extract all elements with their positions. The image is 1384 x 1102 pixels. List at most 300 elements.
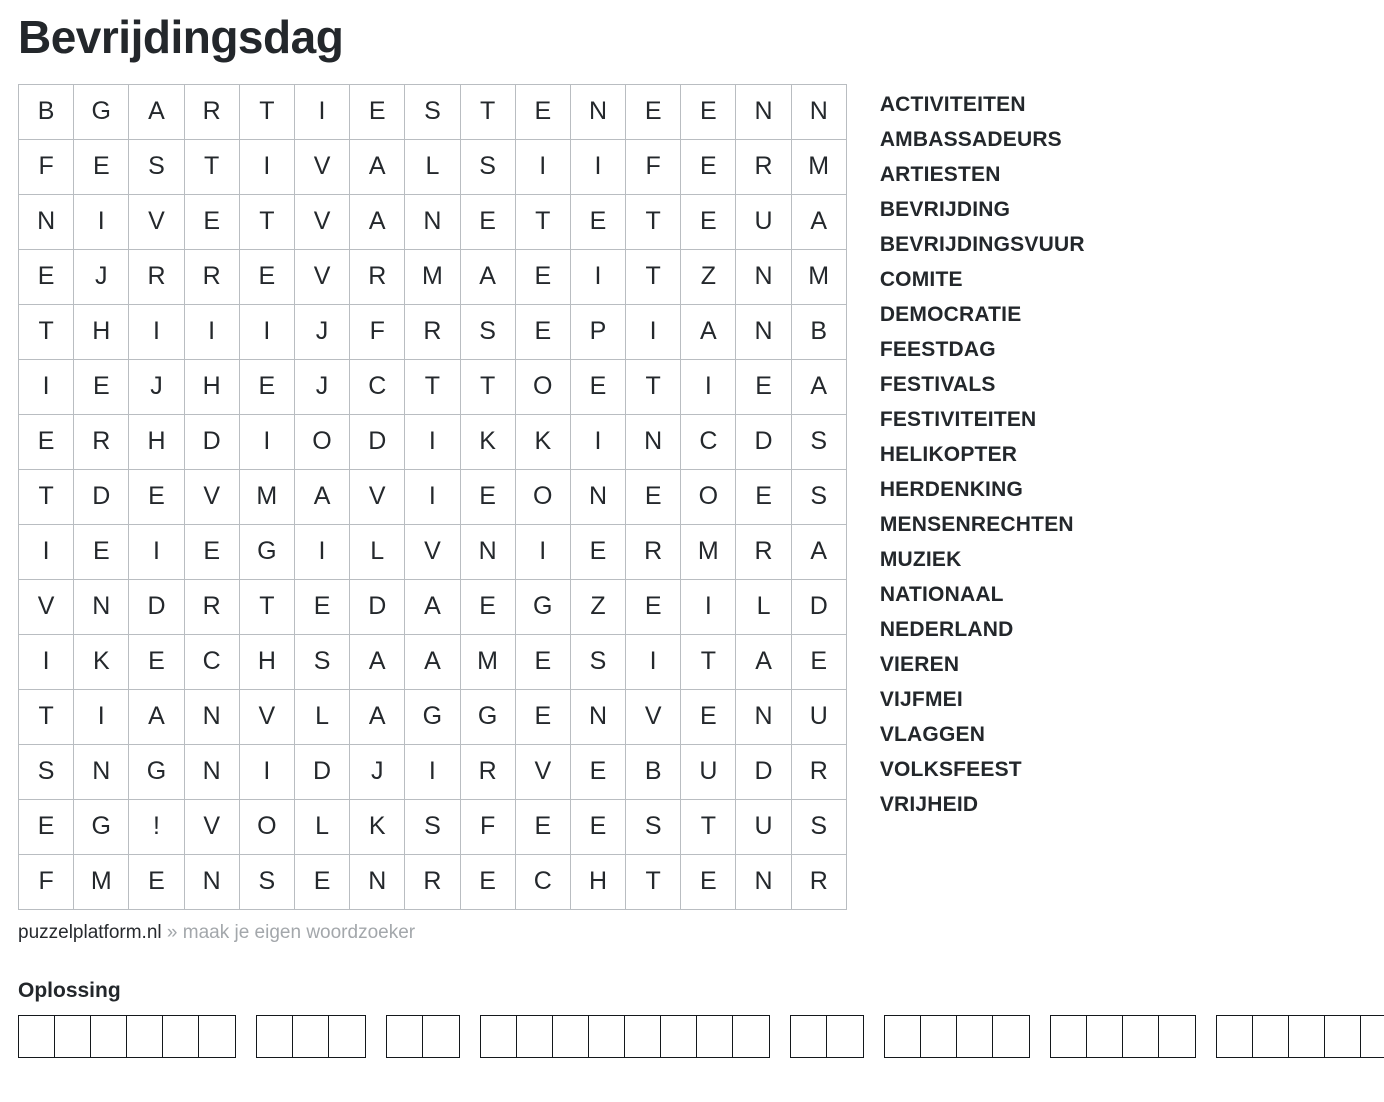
grid-cell[interactable]: S — [791, 799, 846, 854]
grid-cell[interactable]: E — [184, 524, 239, 579]
grid-cell[interactable]: E — [129, 854, 184, 909]
grid-cell[interactable]: H — [184, 359, 239, 414]
grid-cell[interactable]: N — [74, 744, 129, 799]
solution-letter-box[interactable] — [921, 1016, 957, 1057]
grid-cell[interactable]: I — [129, 524, 184, 579]
grid-cell[interactable]: L — [294, 689, 349, 744]
grid-cell[interactable]: N — [350, 854, 405, 909]
grid-cell[interactable]: E — [570, 524, 625, 579]
grid-cell[interactable]: R — [184, 579, 239, 634]
page-title: Bevrijdingsdag — [18, 11, 344, 63]
grid-cell[interactable]: H — [129, 414, 184, 469]
grid-cell[interactable]: O — [239, 799, 294, 854]
grid-cell[interactable]: E — [184, 194, 239, 249]
grid-cell[interactable]: A — [736, 634, 791, 689]
grid-cell[interactable]: D — [129, 579, 184, 634]
grid-cell[interactable]: M — [681, 524, 736, 579]
grid-cell[interactable]: N — [791, 84, 846, 139]
grid-cell[interactable]: C — [350, 359, 405, 414]
grid-cell[interactable]: I — [129, 304, 184, 359]
grid-cell[interactable]: V — [626, 689, 681, 744]
grid-cell[interactable]: J — [350, 744, 405, 799]
grid-cell[interactable]: U — [736, 799, 791, 854]
grid-cell[interactable]: I — [74, 689, 129, 744]
grid-cell[interactable]: D — [350, 579, 405, 634]
grid-cell[interactable]: V — [294, 194, 349, 249]
grid-cell[interactable]: S — [294, 634, 349, 689]
grid-cell[interactable]: N — [626, 414, 681, 469]
grid-cell[interactable]: I — [570, 249, 625, 304]
grid-cell[interactable]: A — [791, 359, 846, 414]
solution-letter-box[interactable] — [517, 1016, 553, 1057]
solution-letter-box[interactable] — [1087, 1016, 1123, 1057]
grid-cell[interactable]: F — [626, 139, 681, 194]
grid-cell[interactable]: N — [74, 579, 129, 634]
grid-cell[interactable]: T — [19, 304, 74, 359]
solution-letter-box[interactable] — [827, 1016, 863, 1057]
grid-cell[interactable]: I — [515, 524, 570, 579]
solution-letter-box[interactable] — [1123, 1016, 1159, 1057]
grid-cell[interactable]: E — [626, 84, 681, 139]
solution-letter-box[interactable] — [1325, 1016, 1361, 1057]
solution-letter-box[interactable] — [55, 1016, 91, 1057]
grid-cell[interactable]: I — [626, 634, 681, 689]
grid-cell[interactable]: J — [294, 304, 349, 359]
grid-cell[interactable]: E — [19, 414, 74, 469]
solution-letter-box[interactable] — [1051, 1016, 1087, 1057]
grid-cell[interactable]: I — [515, 139, 570, 194]
grid-cell[interactable]: S — [791, 469, 846, 524]
grid-cell[interactable]: E — [239, 249, 294, 304]
grid-cell[interactable]: T — [405, 359, 460, 414]
grid-cell[interactable]: I — [239, 414, 294, 469]
grid-cell[interactable]: C — [681, 414, 736, 469]
grid-cell[interactable]: G — [515, 579, 570, 634]
grid-cell[interactable]: D — [736, 414, 791, 469]
grid-cell[interactable]: L — [350, 524, 405, 579]
grid-cell[interactable]: N — [184, 744, 239, 799]
grid-cell[interactable]: T — [626, 854, 681, 909]
grid-cell[interactable]: D — [791, 579, 846, 634]
grid-cell[interactable]: A — [791, 194, 846, 249]
grid-cell[interactable]: S — [460, 139, 515, 194]
grid-cell[interactable]: C — [515, 854, 570, 909]
grid-cell[interactable]: T — [239, 194, 294, 249]
grid-cell[interactable]: E — [74, 524, 129, 579]
grid-cell[interactable]: S — [791, 414, 846, 469]
grid-cell[interactable]: T — [681, 799, 736, 854]
grid-cell[interactable]: E — [460, 854, 515, 909]
word-list-item[interactable]: FESTIVALS — [879, 372, 996, 396]
grid-cell[interactable]: D — [294, 744, 349, 799]
grid-cell[interactable]: R — [184, 249, 239, 304]
grid-cell[interactable]: S — [405, 84, 460, 139]
word-list-item[interactable]: MUZIEK — [879, 547, 962, 571]
word-list-item[interactable]: DEMOCRATIE — [879, 302, 1022, 326]
grid-cell[interactable]: R — [74, 414, 129, 469]
word-list-item[interactable]: BEVRIJDING — [879, 197, 1011, 221]
grid-cell[interactable]: N — [19, 194, 74, 249]
grid-cell[interactable]: N — [184, 689, 239, 744]
solution-word-group — [790, 1015, 864, 1058]
grid-cell[interactable]: T — [460, 84, 515, 139]
grid-cell[interactable]: Z — [570, 579, 625, 634]
grid-cell[interactable]: E — [681, 194, 736, 249]
solution-letter-box[interactable] — [1217, 1016, 1253, 1057]
solution-letter-box[interactable] — [625, 1016, 661, 1057]
grid-cell[interactable]: L — [294, 799, 349, 854]
grid-cell[interactable]: A — [405, 634, 460, 689]
grid-cell[interactable]: H — [570, 854, 625, 909]
grid-cell[interactable]: A — [129, 84, 184, 139]
grid-cell[interactable]: E — [570, 744, 625, 799]
grid-row — [19, 579, 847, 634]
grid-cell[interactable]: N — [736, 304, 791, 359]
grid-cell[interactable]: H — [74, 304, 129, 359]
grid-cell[interactable]: K — [460, 414, 515, 469]
grid-cell[interactable]: S — [19, 744, 74, 799]
grid-cell[interactable]: E — [515, 304, 570, 359]
word-list-item[interactable]: VOLKSFEEST — [879, 757, 1022, 781]
grid-cell[interactable]: T — [19, 689, 74, 744]
grid-cell[interactable]: E — [515, 249, 570, 304]
grid-cell[interactable]: E — [570, 799, 625, 854]
grid-cell[interactable]: E — [736, 359, 791, 414]
grid-cell[interactable]: A — [791, 524, 846, 579]
grid-cell[interactable]: E — [681, 139, 736, 194]
solution-letter-box[interactable] — [993, 1016, 1029, 1057]
grid-cell[interactable]: I — [19, 359, 74, 414]
solution-letter-box[interactable] — [257, 1016, 293, 1057]
solution-letter-box[interactable] — [293, 1016, 329, 1057]
grid-cell[interactable]: ! — [129, 799, 184, 854]
grid-cell[interactable]: I — [626, 304, 681, 359]
word-list-item[interactable]: FEESTDAG — [879, 337, 996, 361]
word-search-grid-wrapper — [18, 84, 847, 910]
grid-row — [19, 854, 847, 909]
grid-cell[interactable]: I — [405, 469, 460, 524]
grid-cell[interactable]: E — [681, 689, 736, 744]
grid-cell[interactable]: G — [74, 84, 129, 139]
grid-cell[interactable]: E — [350, 84, 405, 139]
word-list-item[interactable]: FESTIVITEITEN — [879, 407, 1037, 431]
grid-cell[interactable]: I — [681, 579, 736, 634]
grid-cell[interactable]: Z — [681, 249, 736, 304]
grid-cell[interactable]: E — [791, 634, 846, 689]
solution-letter-box[interactable] — [329, 1016, 365, 1057]
grid-cell[interactable]: E — [515, 799, 570, 854]
grid-cell[interactable]: E — [294, 579, 349, 634]
word-list-item[interactable]: VIEREN — [879, 652, 960, 676]
word-list-item[interactable]: HERDENKING — [879, 477, 1023, 501]
word-list-item[interactable]: ARTIESTEN — [879, 162, 1001, 186]
grid-cell[interactable]: O — [681, 469, 736, 524]
grid-cell[interactable]: O — [515, 359, 570, 414]
grid-cell[interactable]: R — [626, 524, 681, 579]
grid-cell[interactable]: S — [626, 799, 681, 854]
grid-cell[interactable]: V — [405, 524, 460, 579]
grid-cell[interactable]: E — [570, 359, 625, 414]
grid-cell[interactable]: M — [74, 854, 129, 909]
grid-cell[interactable]: N — [460, 524, 515, 579]
grid-cell[interactable]: E — [19, 249, 74, 304]
solution-letter-box[interactable] — [387, 1016, 423, 1057]
grid-cell[interactable]: R — [405, 304, 460, 359]
grid-cell[interactable]: E — [129, 469, 184, 524]
grid-cell[interactable]: G — [405, 689, 460, 744]
credit-tagline-link[interactable]: » maak je eigen woordzoeker — [166, 921, 416, 943]
grid-cell[interactable]: T — [239, 579, 294, 634]
word-list-item[interactable]: ACTIVITEITEN — [879, 92, 1026, 116]
grid-cell[interactable]: T — [626, 249, 681, 304]
solution-letter-box[interactable] — [1361, 1016, 1384, 1057]
grid-cell[interactable]: F — [19, 854, 74, 909]
grid-cell[interactable]: J — [74, 249, 129, 304]
grid-cell[interactable]: I — [294, 84, 349, 139]
grid-cell[interactable]: I — [570, 139, 625, 194]
grid-cell[interactable]: C — [184, 634, 239, 689]
grid-cell[interactable]: S — [405, 799, 460, 854]
grid-row — [19, 634, 847, 689]
grid-cell[interactable]: V — [129, 194, 184, 249]
grid-cell[interactable]: U — [681, 744, 736, 799]
grid-cell[interactable]: M — [405, 249, 460, 304]
grid-cell[interactable]: B — [791, 304, 846, 359]
grid-cell[interactable]: A — [129, 689, 184, 744]
grid-cell[interactable]: I — [19, 634, 74, 689]
grid-cell[interactable]: A — [405, 579, 460, 634]
grid-cell[interactable]: M — [791, 139, 846, 194]
grid-row — [19, 744, 847, 799]
grid-cell[interactable]: F — [19, 139, 74, 194]
grid-cell[interactable]: R — [129, 249, 184, 304]
grid-row — [19, 249, 847, 304]
grid-cell[interactable]: E — [626, 469, 681, 524]
grid-cell[interactable]: N — [184, 854, 239, 909]
word-list-item[interactable]: VLAGGEN — [879, 722, 986, 746]
grid-cell[interactable]: E — [460, 194, 515, 249]
grid-cell[interactable]: G — [239, 524, 294, 579]
grid-cell[interactable]: T — [515, 194, 570, 249]
solution-letter-box[interactable] — [1159, 1016, 1195, 1057]
grid-cell[interactable]: O — [294, 414, 349, 469]
grid-cell[interactable]: E — [515, 634, 570, 689]
grid-cell[interactable]: M — [239, 469, 294, 524]
grid-cell[interactable]: P — [570, 304, 625, 359]
grid-cell[interactable]: K — [350, 799, 405, 854]
grid-cell[interactable]: M — [791, 249, 846, 304]
word-list-item[interactable]: HELIKOPTER — [879, 442, 1018, 466]
grid-cell[interactable]: T — [460, 359, 515, 414]
grid-cell[interactable]: U — [736, 194, 791, 249]
grid-cell[interactable]: V — [184, 799, 239, 854]
grid-cell[interactable]: F — [460, 799, 515, 854]
grid-cell[interactable]: R — [791, 744, 846, 799]
grid-cell[interactable]: N — [570, 469, 625, 524]
grid-cell[interactable]: E — [460, 579, 515, 634]
grid-cell[interactable]: R — [460, 744, 515, 799]
grid-cell[interactable]: G — [74, 799, 129, 854]
grid-cell[interactable]: E — [460, 469, 515, 524]
grid-cell[interactable]: A — [350, 634, 405, 689]
solution-letter-box[interactable] — [163, 1016, 199, 1057]
solution-letter-box[interactable] — [885, 1016, 921, 1057]
word-search-grid[interactable] — [18, 84, 847, 910]
grid-cell[interactable]: I — [239, 139, 294, 194]
solution-word-group — [18, 1015, 236, 1058]
word-list-item[interactable]: VIJFMEI — [879, 687, 963, 711]
puzzle-content-area — [0, 84, 1384, 910]
grid-cell[interactable]: I — [681, 359, 736, 414]
grid-cell[interactable]: N — [405, 194, 460, 249]
grid-row — [19, 304, 847, 359]
grid-cell[interactable]: S — [460, 304, 515, 359]
grid-cell[interactable]: R — [736, 524, 791, 579]
grid-cell[interactable]: L — [736, 579, 791, 634]
grid-cell[interactable]: I — [19, 524, 74, 579]
grid-cell[interactable]: A — [350, 139, 405, 194]
grid-cell[interactable]: V — [515, 744, 570, 799]
grid-cell[interactable]: E — [294, 854, 349, 909]
grid-cell[interactable]: J — [129, 359, 184, 414]
grid-cell[interactable]: E — [129, 634, 184, 689]
solution-word-group — [884, 1015, 1030, 1058]
solution-word-group — [1216, 1015, 1384, 1058]
grid-cell[interactable]: D — [736, 744, 791, 799]
grid-cell[interactable]: E — [74, 139, 129, 194]
grid-cell[interactable]: R — [350, 249, 405, 304]
solution-letter-box[interactable] — [423, 1016, 459, 1057]
grid-cell[interactable]: E — [736, 469, 791, 524]
solution-letter-box[interactable] — [697, 1016, 733, 1057]
grid-cell[interactable]: I — [405, 744, 460, 799]
grid-cell[interactable]: A — [294, 469, 349, 524]
grid-cell[interactable]: L — [405, 139, 460, 194]
solution-letter-box[interactable] — [957, 1016, 993, 1057]
grid-cell[interactable]: I — [184, 304, 239, 359]
word-list-item[interactable]: VRIJHEID — [879, 792, 979, 816]
grid-cell[interactable]: S — [239, 854, 294, 909]
grid-cell[interactable]: R — [736, 139, 791, 194]
grid-cell[interactable]: D — [74, 469, 129, 524]
grid-cell[interactable]: V — [19, 579, 74, 634]
solution-letter-box[interactable] — [661, 1016, 697, 1057]
grid-cell[interactable]: V — [350, 469, 405, 524]
grid-cell[interactable]: E — [239, 359, 294, 414]
grid-row — [19, 359, 847, 414]
grid-cell[interactable]: A — [681, 304, 736, 359]
grid-cell[interactable]: N — [736, 689, 791, 744]
grid-cell[interactable]: R — [791, 854, 846, 909]
grid-cell[interactable]: A — [350, 194, 405, 249]
grid-cell[interactable]: I — [239, 304, 294, 359]
grid-cell[interactable]: E — [515, 84, 570, 139]
grid-cell[interactable]: D — [350, 414, 405, 469]
grid-cell[interactable]: T — [239, 84, 294, 139]
grid-cell[interactable]: E — [570, 194, 625, 249]
grid-cell[interactable]: T — [19, 469, 74, 524]
grid-cell[interactable]: V — [239, 689, 294, 744]
grid-cell[interactable]: V — [294, 139, 349, 194]
grid-cell[interactable]: V — [184, 469, 239, 524]
grid-cell[interactable]: I — [294, 524, 349, 579]
grid-cell[interactable]: N — [736, 854, 791, 909]
solution-letter-box[interactable] — [791, 1016, 827, 1057]
grid-cell[interactable]: A — [460, 249, 515, 304]
grid-cell[interactable]: I — [239, 744, 294, 799]
grid-cell[interactable]: E — [19, 799, 74, 854]
grid-cell[interactable]: N — [736, 249, 791, 304]
grid-cell[interactable]: I — [570, 414, 625, 469]
solution-letter-box[interactable] — [481, 1016, 517, 1057]
grid-cell[interactable]: V — [294, 249, 349, 304]
word-list-item[interactable]: NEDERLAND — [879, 617, 1014, 641]
grid-cell[interactable]: N — [570, 689, 625, 744]
solution-letter-box[interactable] — [589, 1016, 625, 1057]
word-list-item[interactable]: MENSENRECHTEN — [879, 512, 1074, 536]
grid-cell[interactable]: N — [736, 84, 791, 139]
grid-cell[interactable]: J — [294, 359, 349, 414]
grid-cell[interactable]: E — [515, 689, 570, 744]
grid-cell[interactable]: G — [129, 744, 184, 799]
grid-cell[interactable]: T — [626, 194, 681, 249]
grid-cell[interactable]: K — [74, 634, 129, 689]
grid-cell[interactable]: R — [405, 854, 460, 909]
grid-cell[interactable]: H — [239, 634, 294, 689]
solution-letter-box[interactable] — [1289, 1016, 1325, 1057]
solution-answer-boxes — [18, 1015, 1384, 1058]
grid-cell[interactable]: D — [184, 414, 239, 469]
grid-cell[interactable]: T — [626, 359, 681, 414]
word-list-item[interactable]: BEVRIJDINGSVUUR — [879, 232, 1085, 256]
grid-cell[interactable]: U — [791, 689, 846, 744]
grid-cell[interactable]: S — [570, 634, 625, 689]
solution-word-group — [256, 1015, 366, 1058]
grid-cell[interactable]: K — [515, 414, 570, 469]
grid-cell[interactable]: T — [681, 634, 736, 689]
word-list-item[interactable]: COMITE — [879, 267, 963, 291]
credit-brand: puzzelplatform.nl — [18, 921, 162, 943]
solution-letter-box[interactable] — [733, 1016, 769, 1057]
grid-cell[interactable]: R — [184, 84, 239, 139]
grid-cell[interactable]: E — [681, 84, 736, 139]
grid-cell[interactable]: E — [74, 359, 129, 414]
grid-cell[interactable]: A — [350, 689, 405, 744]
grid-cell[interactable]: I — [405, 414, 460, 469]
solution-letter-box[interactable] — [19, 1016, 55, 1057]
word-list-item[interactable]: AMBASSADEURS — [879, 127, 1062, 151]
grid-cell[interactable]: G — [460, 689, 515, 744]
grid-cell[interactable]: B — [626, 744, 681, 799]
grid-cell[interactable]: O — [515, 469, 570, 524]
word-list-item[interactable]: NATIONAAL — [879, 582, 1004, 606]
grid-cell[interactable]: B — [19, 84, 74, 139]
grid-cell[interactable]: E — [626, 579, 681, 634]
grid-cell[interactable]: S — [129, 139, 184, 194]
grid-cell[interactable]: N — [570, 84, 625, 139]
solution-letter-box[interactable] — [91, 1016, 127, 1057]
solution-letter-box[interactable] — [199, 1016, 235, 1057]
solution-letter-box[interactable] — [127, 1016, 163, 1057]
solution-letter-box[interactable] — [553, 1016, 589, 1057]
grid-cell[interactable]: I — [74, 194, 129, 249]
grid-cell[interactable]: E — [681, 854, 736, 909]
grid-cell[interactable]: T — [184, 139, 239, 194]
solution-heading: Oplossing — [18, 978, 121, 1002]
grid-cell[interactable]: M — [460, 634, 515, 689]
grid-cell[interactable]: F — [350, 304, 405, 359]
solution-letter-box[interactable] — [1253, 1016, 1289, 1057]
